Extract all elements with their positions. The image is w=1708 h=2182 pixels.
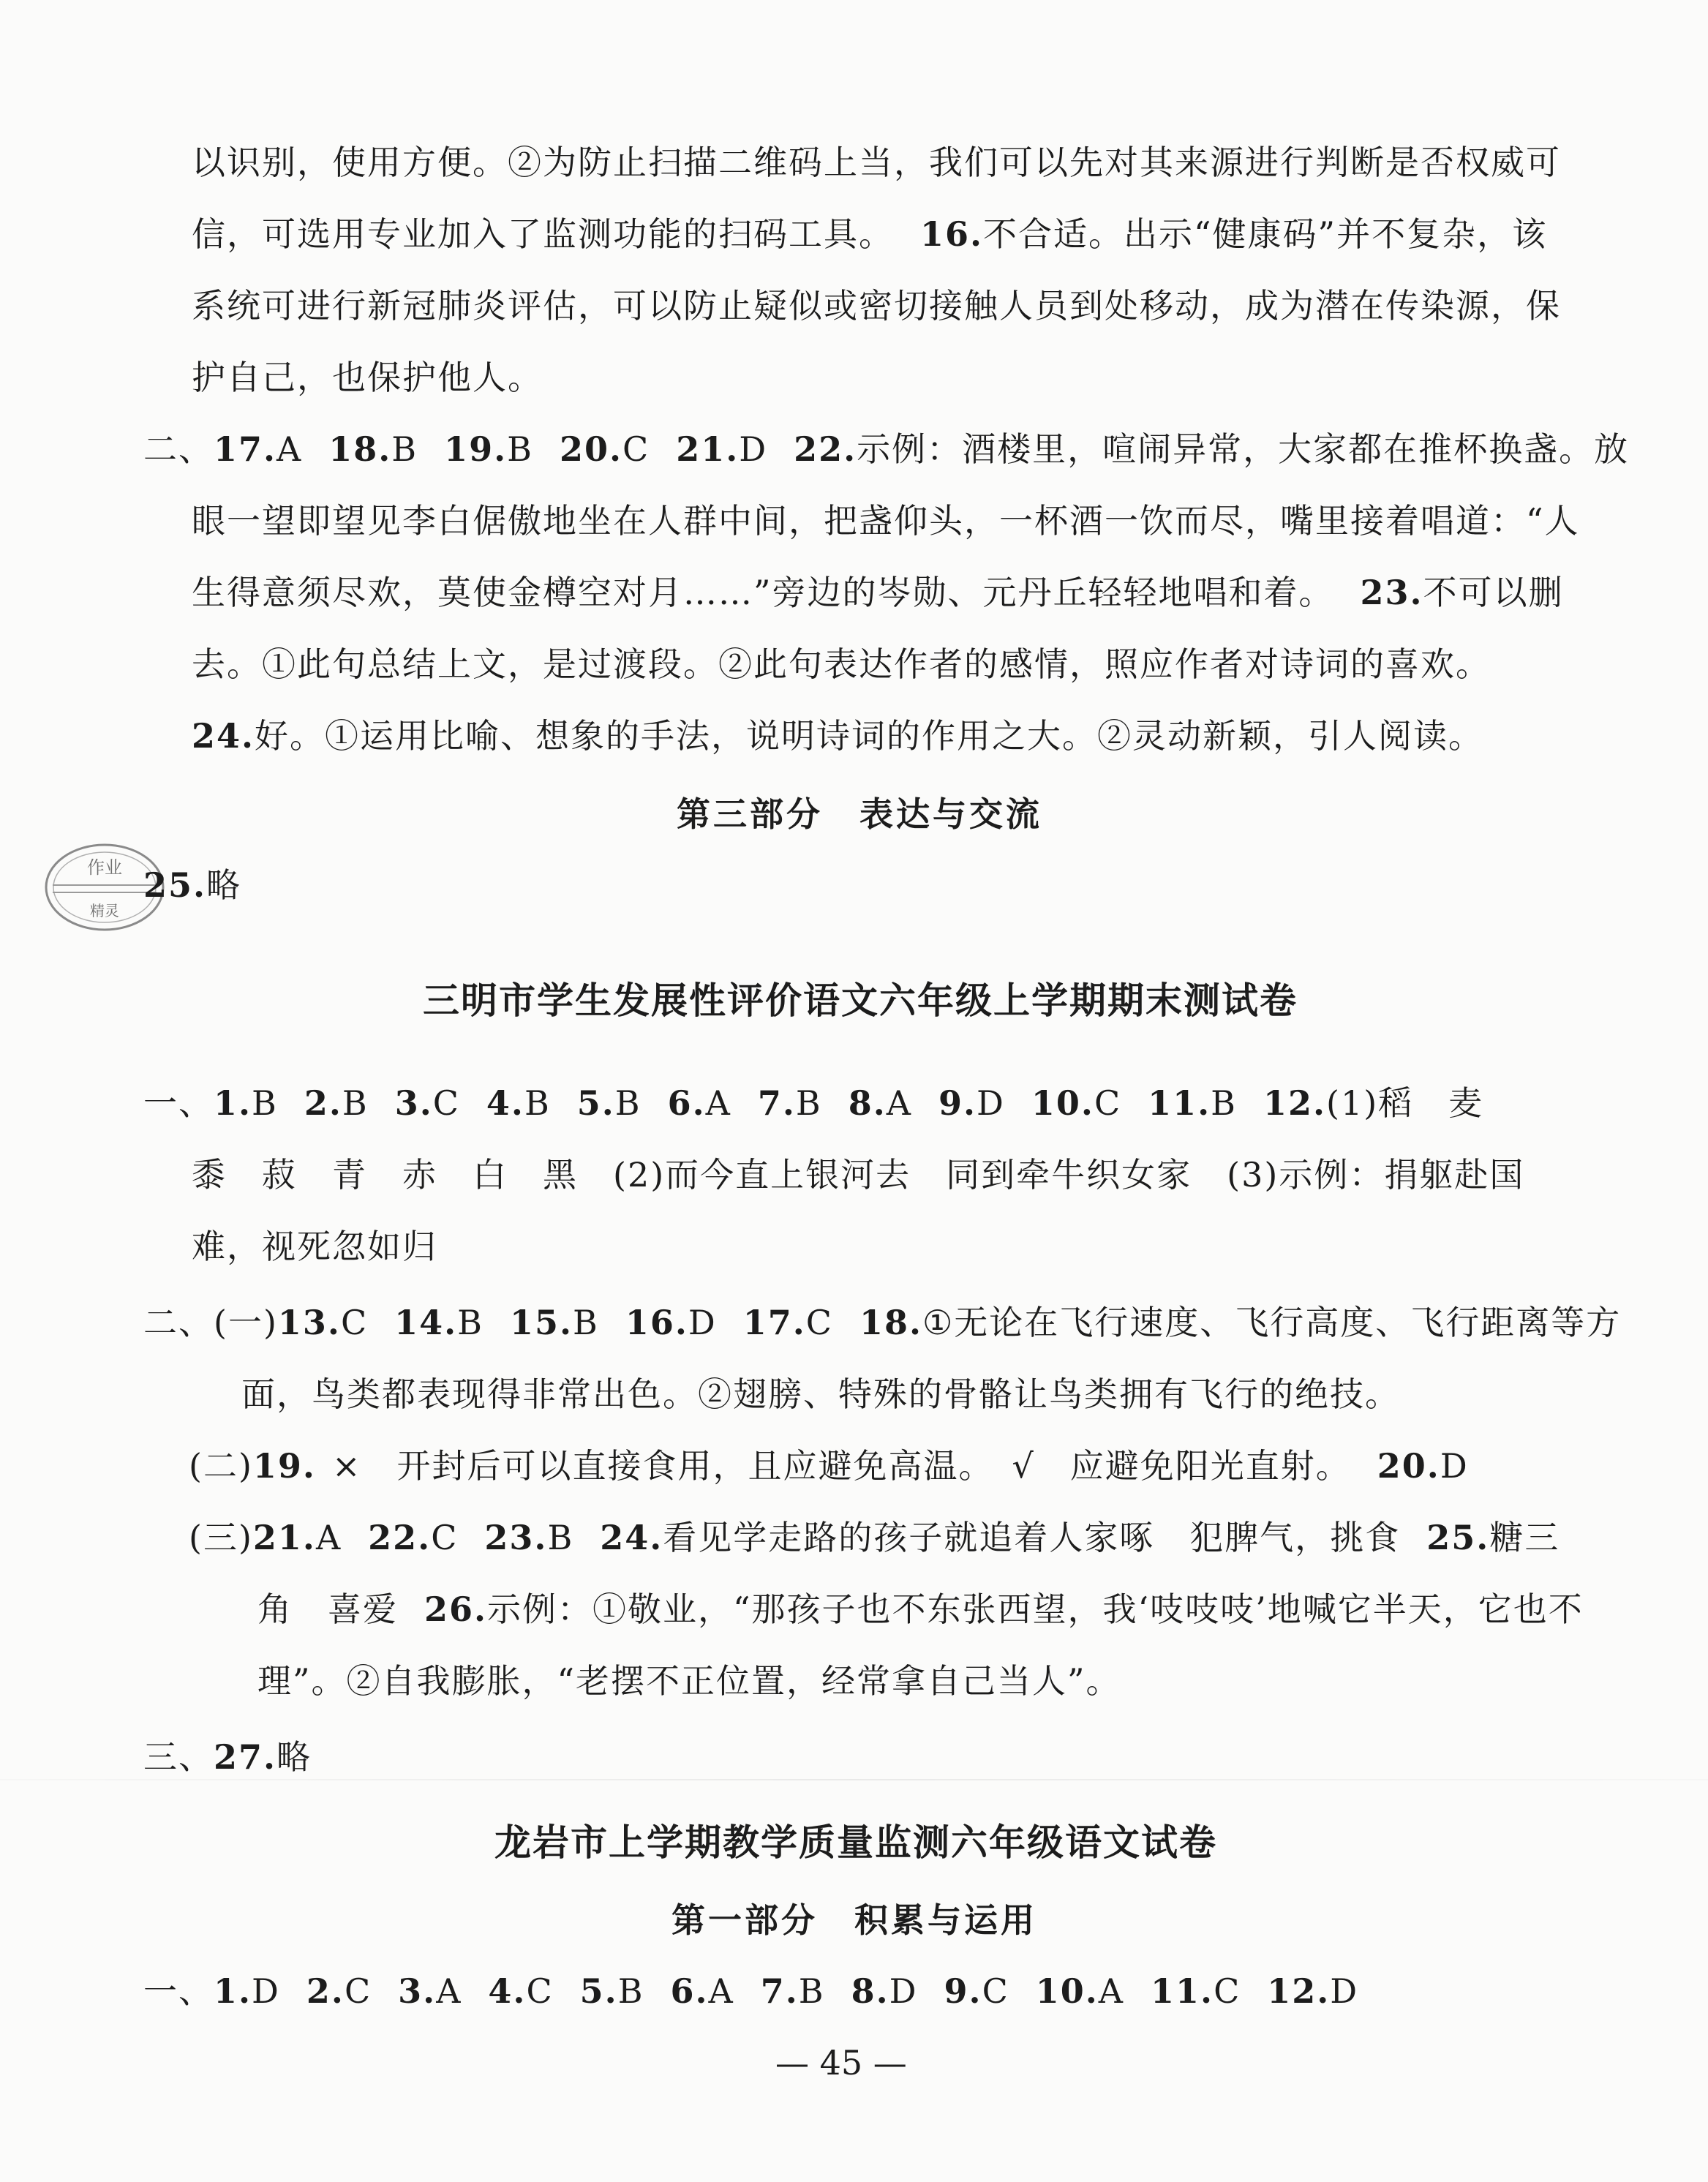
question-number: 14. bbox=[394, 1303, 458, 1342]
section-title: 第一部分 积累与运用 bbox=[671, 1900, 1037, 1940]
exam-title: 三明市学生发展性评价语文六年级上学期期末测试卷 bbox=[423, 979, 1298, 1022]
text-line: 生得意须尽欢，莫使金樽空对月……”旁边的岑勋、元丹丘轻轻地唱和着。 23.不可以删 bbox=[192, 573, 1564, 612]
question-number: 11. bbox=[1151, 1971, 1214, 2011]
text-line: 面，鸟类都表现得非常出色。②翅膀、特殊的骨骼让鸟类拥有飞行的绝技。 bbox=[241, 1374, 1400, 1414]
answer-item bbox=[1151, 1971, 1241, 2011]
answer-letter: D bbox=[977, 1083, 1005, 1123]
question-number: 5. bbox=[576, 1083, 615, 1123]
question-number: 15. bbox=[509, 1303, 573, 1342]
answer-row-1: 一、1.B 2.B 3.C 4.B 5.B 6.A 7.B 8.A 9.D 10.C 11.B 12.(1)稻 麦 bbox=[143, 1083, 1484, 1123]
question-number: 22. bbox=[368, 1518, 432, 1557]
answer-group bbox=[214, 1971, 1385, 2011]
answer-letter: B bbox=[798, 1971, 825, 2011]
answer-letter: A bbox=[708, 1971, 734, 2011]
question-number: 23. bbox=[484, 1518, 548, 1557]
question-number: 8. bbox=[851, 1971, 889, 2011]
question-number: 10. bbox=[1035, 1971, 1099, 2011]
text-line: 角 喜爱 26.示例：①敬业，“那孩子也不东张西望，我‘吱吱吱’地喊它半天，它也不 bbox=[257, 1590, 1584, 1629]
answer-item bbox=[761, 1971, 825, 2011]
text-line: 眼一望即望见李白倨傲地坐在人群中间，把盏仰头，一杯酒一饮而尽，嘴里接着唱道：“人 bbox=[192, 501, 1580, 541]
question-number: 5. bbox=[579, 1971, 618, 2011]
answer-group bbox=[278, 1303, 859, 1342]
answer-item bbox=[214, 429, 302, 469]
answer-item bbox=[938, 1083, 1005, 1123]
answer-letter: B bbox=[507, 429, 533, 469]
answer-letter: A bbox=[886, 1083, 912, 1123]
question-number: 3. bbox=[398, 1971, 437, 2011]
answer-item bbox=[676, 429, 767, 469]
text-line: 理”。②自我膨胀，“老摆不正位置，经常拿自己当人”。 bbox=[257, 1661, 1121, 1701]
question-number: 9. bbox=[944, 1971, 982, 2011]
stamp-top-text: 作业 bbox=[87, 857, 122, 878]
answer-letter: B bbox=[547, 1518, 574, 1557]
answer-letter: A bbox=[276, 429, 303, 469]
answer-letter: A bbox=[1098, 1971, 1125, 2011]
answer-item bbox=[1267, 1971, 1358, 2011]
answer-letter: A bbox=[436, 1971, 462, 2011]
answer-item bbox=[743, 1303, 833, 1342]
answer-letter: B bbox=[457, 1303, 484, 1342]
question-number: 7. bbox=[757, 1083, 796, 1123]
exam-title: 龙岩市上学期教学质量监测六年级语文试卷 bbox=[494, 1821, 1217, 1864]
answer-item bbox=[488, 1971, 553, 2011]
question-number: 3. bbox=[394, 1083, 433, 1123]
answer-item bbox=[1031, 1083, 1121, 1123]
stamp-bottom-text: 精灵 bbox=[90, 902, 119, 919]
answer-item bbox=[306, 1971, 372, 2011]
answer-letter: C bbox=[432, 1083, 460, 1123]
question-number: 20. bbox=[559, 429, 622, 469]
text-line: 黍 菽 青 赤 白 黑 (2)而今直上银河去 同到牵牛织女家 (3)示例：捐躯赴国 bbox=[192, 1155, 1525, 1195]
answer-letter: C bbox=[431, 1518, 459, 1557]
question-number: 17. bbox=[214, 429, 277, 469]
answer-item bbox=[1148, 1083, 1237, 1123]
answer-item bbox=[510, 1303, 599, 1342]
answer-item bbox=[444, 429, 533, 469]
question-number: 6. bbox=[667, 1083, 706, 1123]
question-number: 11. bbox=[1148, 1083, 1211, 1123]
answer-item bbox=[398, 1971, 462, 2011]
question-number: 10. bbox=[1031, 1083, 1094, 1123]
answer-letter: B bbox=[524, 1083, 551, 1123]
text-line: 以识别，使用方便。②为防止扫描二维码上当，我们可以先对其来源进行判断是否权威可 bbox=[192, 143, 1561, 182]
answer-letter: C bbox=[340, 1303, 369, 1342]
answer-item bbox=[486, 1083, 551, 1123]
answer-item bbox=[304, 1083, 369, 1123]
section-title: 第三部分 表达与交流 bbox=[677, 794, 1042, 834]
answer-item bbox=[577, 1083, 642, 1123]
question-number: 16. bbox=[625, 1303, 688, 1342]
answer-row-3: 三、27.略 bbox=[143, 1737, 312, 1777]
answer-letter: B bbox=[1211, 1083, 1237, 1123]
answer-item bbox=[328, 429, 418, 469]
answer-item bbox=[849, 1083, 912, 1123]
answer-letter: D bbox=[688, 1303, 717, 1342]
question-number: 4. bbox=[486, 1083, 524, 1123]
text-line: 24.好。①运用比喻、想象的手法，说明诗词的作用之大。②灵动新颖，引人阅读。 bbox=[192, 716, 1484, 756]
text-line: 系统可进行新冠肺炎评估，可以防止疑似或密切接触人员到处移动，成为潜在传染源，保 bbox=[192, 286, 1561, 326]
answer-letter: B bbox=[573, 1303, 599, 1342]
question-number: 12. bbox=[1267, 1971, 1331, 2011]
question-number: 6. bbox=[670, 1971, 709, 2011]
question-number: 21. bbox=[252, 1518, 316, 1557]
answer-item bbox=[560, 429, 650, 469]
answer-item bbox=[851, 1971, 918, 2011]
answer-letter: C bbox=[344, 1971, 372, 2011]
answer-letter: D bbox=[739, 429, 768, 469]
answer-group bbox=[214, 429, 794, 469]
answer-letter: D bbox=[1330, 1971, 1359, 2011]
answer-letter: B bbox=[391, 429, 418, 469]
answer-letter: C bbox=[1214, 1971, 1241, 2011]
answer-item bbox=[668, 1083, 731, 1123]
text-line: 护自己，也保护他人。 bbox=[192, 358, 543, 397]
question-number: 8. bbox=[848, 1083, 887, 1123]
question-number: 21. bbox=[676, 429, 740, 469]
answer-item bbox=[395, 1083, 460, 1123]
answer-item bbox=[758, 1083, 822, 1123]
answer-group bbox=[214, 1083, 1263, 1123]
question-number: 18. bbox=[328, 429, 392, 469]
answer-item bbox=[394, 1303, 484, 1342]
answer-letter: C bbox=[1094, 1083, 1122, 1123]
answer-letter: C bbox=[526, 1971, 554, 2011]
answer-item bbox=[278, 1303, 368, 1342]
question-number: 1. bbox=[214, 1083, 252, 1123]
text-line: 难，视死忽如归 bbox=[192, 1227, 437, 1266]
question-number: 9. bbox=[938, 1083, 977, 1123]
answer-item bbox=[368, 1518, 458, 1557]
answer-letter: C bbox=[982, 1971, 1009, 2011]
answer-row-1: 一、1.D 2.C 3.A 4.C 5.B 6.A 7.B 8.D 9.C 10.A 11.C 12.D bbox=[143, 1969, 1385, 2013]
answer-letter: D bbox=[252, 1971, 280, 2011]
answer-letter: C bbox=[622, 429, 650, 469]
answer-letter: D bbox=[889, 1971, 918, 2011]
answer-row-2-3: (三)21.A 22.C 23.B 24.看见学走路的孩子就追着人家啄 犯脾气，挑食 25.糖三 bbox=[189, 1518, 1560, 1557]
question-number: 13. bbox=[277, 1303, 341, 1342]
answer-letter: B bbox=[795, 1083, 822, 1123]
text-line: 去。①此句总结上文，是过渡段。②此句表达作者的感情，照应作者对诗词的喜欢。 bbox=[192, 644, 1491, 684]
answer-letter: B bbox=[614, 1083, 642, 1123]
page-fold-line bbox=[0, 1779, 1708, 1780]
answer-letter: C bbox=[805, 1303, 833, 1342]
answer-item bbox=[580, 1971, 644, 2011]
answer-letter: B bbox=[617, 1971, 644, 2011]
question-number: 19. bbox=[444, 429, 508, 469]
answer-row-2: 二、(一)13.C 14.B 15.B 16.D 17.C 18.①无论在飞行速度、飞行高度、飞行距离等方 bbox=[143, 1303, 1622, 1342]
question-number: 2. bbox=[304, 1083, 342, 1123]
answer-item bbox=[214, 1083, 278, 1123]
answer-row-2-2: (二)19. × 开封后可以直接食用，且应避免高温。 √ 应避免阳光直射。 20.D bbox=[189, 1446, 1469, 1486]
question-number: 2. bbox=[306, 1971, 345, 2011]
answer-item bbox=[671, 1971, 734, 2011]
question-number: 17. bbox=[742, 1303, 806, 1342]
answer-item bbox=[253, 1518, 342, 1557]
answer-item bbox=[484, 1518, 573, 1557]
answer-letter: B bbox=[342, 1083, 369, 1123]
answer-row-25: 25.略 bbox=[143, 865, 242, 905]
page-number: — 45 — bbox=[775, 2043, 907, 2083]
answer-item bbox=[214, 1971, 280, 2011]
answer-item bbox=[625, 1303, 717, 1342]
answer-group bbox=[253, 1518, 600, 1557]
answer-letter: B bbox=[252, 1083, 278, 1123]
question-number: 4. bbox=[488, 1971, 527, 2011]
answer-letter: A bbox=[705, 1083, 731, 1123]
text-line: 信，可选用专业加入了监测功能的扫码工具。 16.不合适。出示“健康码”并不复杂，该 bbox=[192, 214, 1548, 254]
answer-row-2: 二、17.A 18.B 19.B 20.C 21.D 22.示例：酒楼里，喧闹异常，大家都在推杯换盏。放 bbox=[143, 429, 1630, 469]
answer-item bbox=[944, 1971, 1009, 2011]
answer-letter: A bbox=[315, 1518, 342, 1557]
question-number: 1. bbox=[214, 1971, 252, 2011]
question-number: 7. bbox=[760, 1971, 799, 2011]
answer-item bbox=[1036, 1971, 1124, 2011]
